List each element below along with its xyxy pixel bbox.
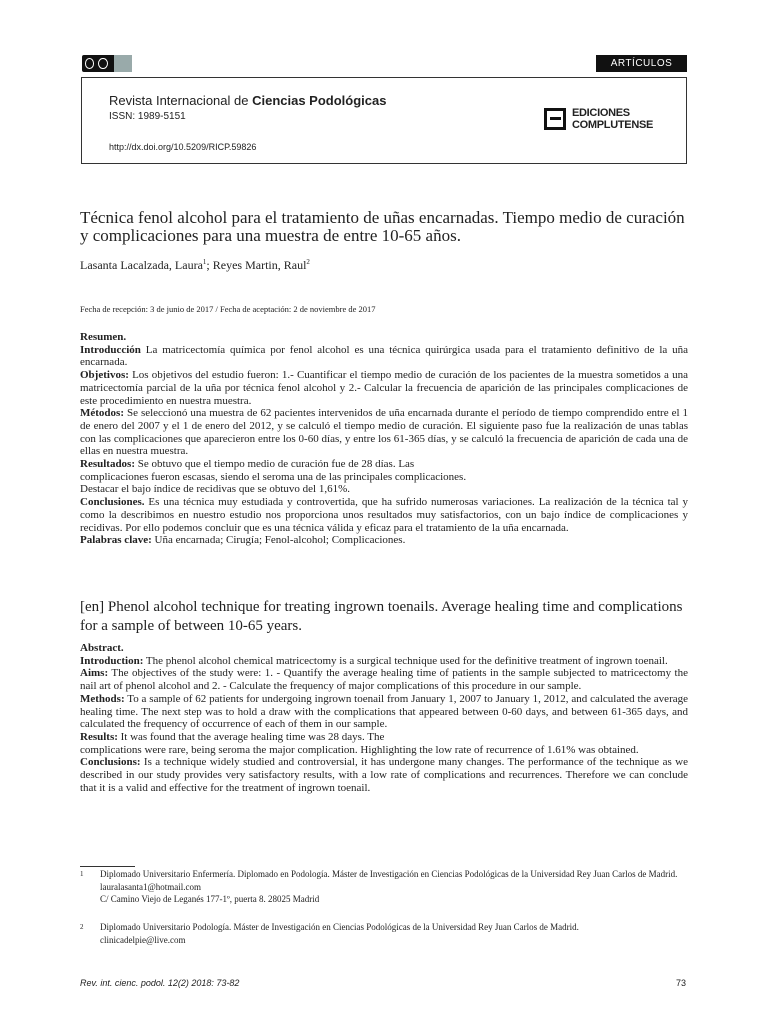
received-accepted-dates: Fecha de recepción: 3 de junio de 2017 / Fecha de aceptación: 2 de noviembre de 2017 [80, 304, 376, 314]
author-1-affil: 1 [202, 258, 207, 266]
resumen-block [80, 331, 688, 547]
journal-prefix: Revista Internacional de [109, 93, 253, 108]
abstract-con-label: Conclusions: [80, 756, 141, 769]
resumen-con-label: Conclusiones. [80, 496, 145, 509]
resumen-obj-label: Objetivos: [80, 369, 129, 382]
article-title: Técnica fenol alcohol para el tratamiento de uñas encarnadas. Tiempo medio de curación y complicaciones para una muestra de entre 10-65 años. [80, 208, 685, 245]
footnote-2-affiliation: Diplomado Universitario Podología. Máster de Investigación en Ciencias Podológicas de la Universidad Rey Juan Carlos de Madrid. [100, 922, 579, 932]
resumen-met-label: Métodos: [80, 407, 124, 420]
abstract-con-text: Is a technique widely studied and controversial, it has undergone many changes. The performance of the technique as we described in our study provides very satisfactory results, with a low rate of complications and recurrences. Therefore we can conclude that it is a valid and effective for the treatment of ingrown toenail. [80, 756, 688, 794]
footnote-1 [80, 868, 688, 906]
author-separator: ; [206, 258, 213, 272]
footnote-1-address: C/ Camino Viejo de Leganés 177-1º, puerta 8. 28025 Madrid [100, 894, 320, 904]
footer-citation: Rev. int. cienc. podol. 12(2) 2018: 73-82 [80, 978, 240, 988]
footnote-2-email[interactable]: clinicadelpie@live.com [100, 934, 186, 945]
resumen-res-label: Resultados: [80, 458, 136, 471]
by-icon [98, 58, 107, 69]
author-2[interactable]: Reyes Martin, Raul [212, 258, 307, 272]
journal-name [109, 93, 386, 108]
issn: ISSN: 1989-5151 [109, 111, 186, 122]
resumen-con-text: Es una técnica muy estudiada y controvertida, que ha sufrido numerosas variaciones. La realización de la técnica tal y como la describimos en nuestro estudio nos proporciona unos resultados muy satisfactorios, con un bajo índice de complicaciones y recidivas. Por ello podemos concluir que es una técnica válida y eficaz para el tratamiento de la uña encarnada. [80, 496, 688, 534]
footnote-2-number: 2 [80, 923, 84, 931]
journal-name-bold: Ciencias Podológicas [252, 93, 387, 108]
abstract-aims-label: Aims: [80, 667, 109, 680]
abstract-met-label: Methods: [80, 692, 125, 705]
resumen-obj-text: Los objetivos del estudio fueron: 1.- Cuantificar el tiempo medio de curación de los pacientes de la muestra sometidos a una matricectomía parcial de la uña por técnica fenol alcohol y 2.- Calcular la frecuencia de aparición de las principales complicaciones de este procedimiento en nuestra muestra. [80, 369, 688, 407]
resumen-res-text1: Se obtuvo que el tiempo medio de curación fue de 28 días. Las [135, 458, 415, 471]
author-1[interactable]: Lasanta Lacalzada, Laura [80, 258, 203, 272]
authors [80, 258, 310, 273]
doi-link[interactable]: http://dx.doi.org/10.5209/RICP.59826 [109, 142, 257, 152]
abstract-block [80, 642, 688, 794]
cc-license-badge [82, 55, 132, 72]
abstract-heading: Abstract. [80, 642, 124, 654]
license-badge-strip [112, 55, 132, 72]
footnote-2 [80, 921, 688, 946]
abstract-res-text1: It was found that the average healing time was 28 days. The [117, 730, 385, 743]
publisher-name: EDICIONES COMPLUTENSE [572, 107, 654, 131]
resumen-intro-label: Introducción [80, 343, 141, 356]
publisher-mark-icon [544, 108, 566, 130]
resumen-res-text3: Destacar el bajo índice de recidivas que se obtuvo del 1,61%. [80, 483, 351, 496]
resumen-kw-label: Palabras clave: [80, 534, 152, 547]
abstract-res-text2: complications were rare, being seroma the major complication. Highlighting the low rate of recurrence of 1.61% was obtained. [80, 743, 639, 756]
resumen-res-text2: complicaciones fueron escasas, siendo el seroma una de las principales complicaciones. [80, 470, 467, 483]
abstract-met-text: To a sample of 62 patients for undergoing ingrown toenail from January 1, 2007 to January 1, 2012, and calculated the average healing time. The next step was to hold a draw with the complications that appeared between 0-60 days, and between 61-365 days, and calculated the frequency of occurrence of each of them in our sample. [80, 692, 688, 731]
resumen-met-text: Se seleccionó una muestra de 62 pacientes intervenidos de uña encarnada durante el período de tiempo comprendido entre el 1 de enero del 2007 y el 1 de enero del 2012, y se calculó el tiempo medio de curación. El siguiente paso fue la realización de unas tablas con las complicaciones que aparecieron entre los 0-60 días, y entre los 61-365 días, y se calculó la frecuencia de aparición de cada una de ellas en nuestra muestra. [80, 407, 688, 458]
section-label: ARTÍCULOS [596, 55, 687, 72]
resumen-kw-text: Uña encarnada; Cirugía; Fenol-alcohol; Complicaciones. [151, 534, 406, 547]
resumen-intro-text: La matricectomía química por fenol alcohol es una técnica quirúrgica usada para el tratamiento definitivo de la uña encarnada. [80, 343, 688, 369]
footnote-1-affiliation: Diplomado Universitario Enfermería. Diplomado en Podología. Máster de Investigación en Ciencias Podológicas de la Universidad Rey Juan Carlos de Madrid. [100, 869, 678, 879]
abstract-res-label: Results: [80, 730, 118, 743]
footnote-rule [80, 866, 135, 867]
abstract-intro-text: The phenol alcohol chemical matricectomy is a surgical technique used for the definitive treatment of ingrown toenail. [143, 654, 668, 667]
resumen-heading: Resumen. [80, 331, 127, 343]
footnote-1-number: 1 [80, 870, 84, 878]
cc-icon [85, 58, 94, 69]
author-2-affil: 2 [306, 258, 310, 266]
abstract-intro-label: Introduction: [80, 654, 144, 667]
page-number: 73 [676, 978, 687, 988]
publisher-logo [544, 107, 653, 131]
english-title: [en] Phenol alcohol technique for treating ingrown toenails. Average healing time and complications for a sample of between 10-65 years. [80, 599, 683, 634]
footnote-1-email[interactable]: lauralasanta1@hotmail.com [100, 881, 202, 892]
abstract-aims-text: The objectives of the study were: 1. - Quantify the average healing time of patients in the sample subjected to matricectomy the nail art of phenol alcohol and 2. - Calculate the frequency of major complications of this procedure in our sample. [80, 667, 688, 693]
